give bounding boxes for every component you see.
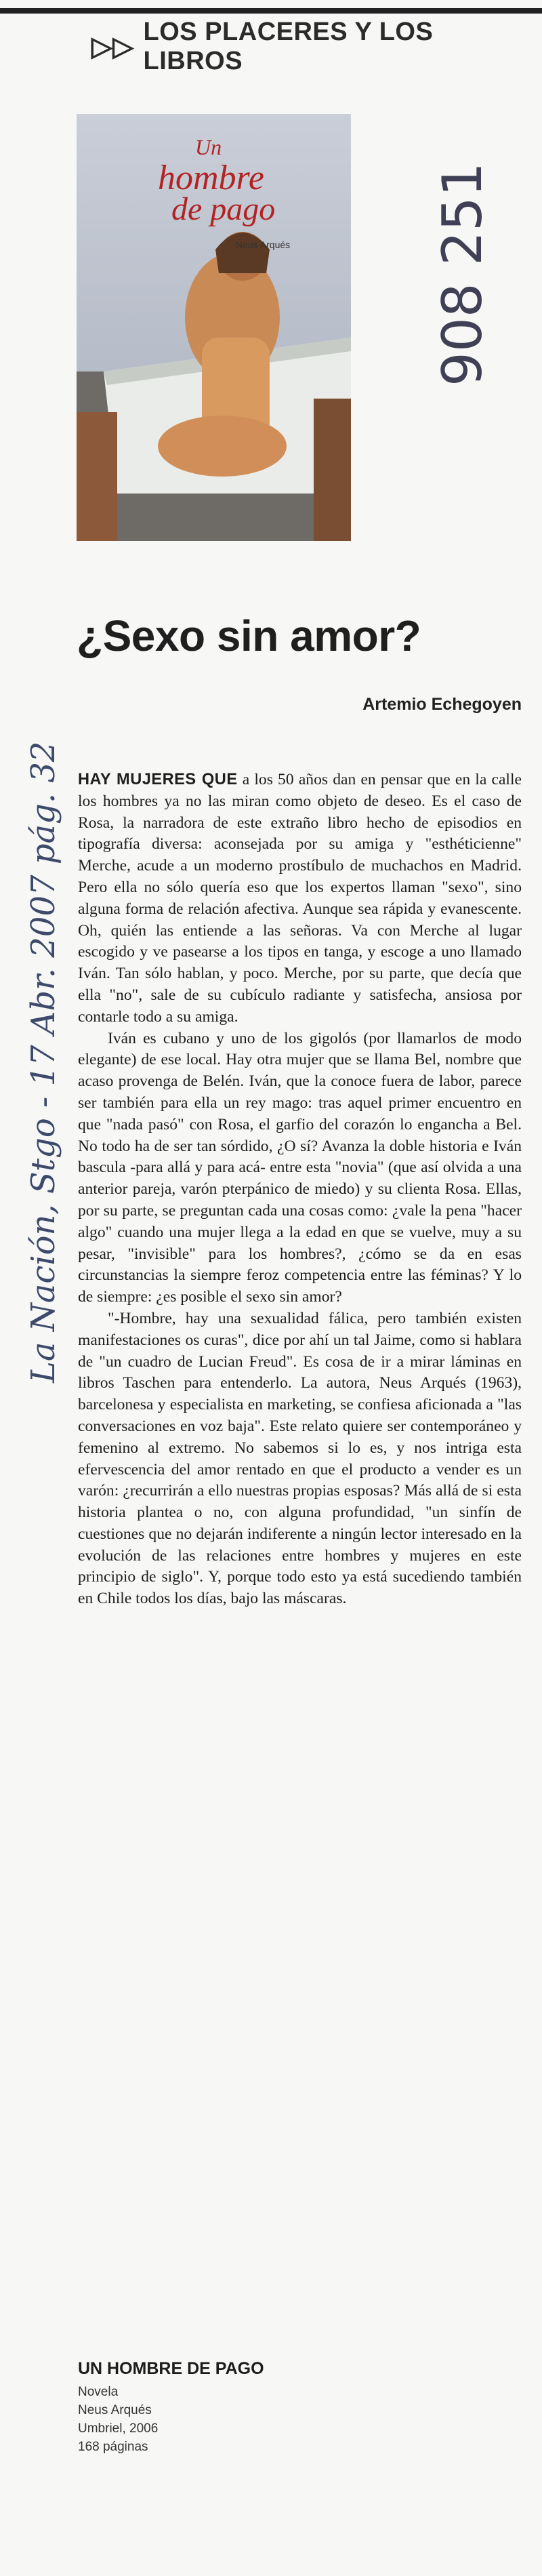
handwritten-number-text: 908 251 xyxy=(431,162,494,386)
cover-title-line3: de pago xyxy=(171,191,276,227)
cover-author: Neus Arqués xyxy=(236,239,291,250)
lead-in: HAY MUJERES QUE xyxy=(78,771,238,788)
book-cover-image xyxy=(77,114,351,541)
book-info-publisher: Umbriel, 2006 xyxy=(78,2421,159,2436)
handwritten-source-text: La Nación, Stgo - 17 Abr. 2007 pág. 32 xyxy=(24,741,62,1383)
cover-title-line1: Un xyxy=(195,135,222,159)
article-headline: ¿Sexo sin amor? xyxy=(77,611,421,660)
section-label: LOS PLACERES Y LOS LIBROS xyxy=(143,18,434,75)
article-body xyxy=(78,769,522,1610)
book-info-author: Neus Arqués xyxy=(78,2403,152,2417)
book-info-genre: Novela xyxy=(78,2385,119,2399)
book-info-title: UN HOMBRE DE PAGO xyxy=(78,2359,264,2378)
paragraph-3: "-Hombre, hay una sexualidad fálica, pero también existen manifestaciones os curas", dice por ahí un tal Jaime, como si hablara de "un cuadro de Lucian Freud". Es cosa de ir a mirar láminas en libros Taschen para entenderlo. La autora, Neus Arqués (1963), barcelonesa y especialista en marketing, se confiesa aficionada a "las conversaciones en voz baja". Este relato quiere ser contemporáneo y femenino al extremo. No sabemos si lo es, y nos intriga esta efervescencia del amor rentado en que el producto a vender es un varón: ¿recurrirán a ello nuestras propias esposas? Más allá de si esta historia plantea o no, con alguna profundidad, "un sinfín de cuestiones que no dejarán indiferente a ningún lector interesado en la evolución de las relaciones entre hombres y mujeres en este principio de siglo". Y, porque todo esto ya está sucediendo también en Chile todos los días, bajo las máscaras. xyxy=(78,1309,522,1608)
arrow-marker-icon: ▷▷ xyxy=(91,32,134,62)
section-header xyxy=(91,18,444,75)
cover-title-line2: hombre xyxy=(158,159,264,197)
paragraph-2: Iván es cubano y uno de los gigolós (por llamarlos de modo elegante) de ese local. Hay otra mujer que se llama Bel, nombre que acaso provenga de Belén. Iván, que la conoce fuera de labor, parece ser también para ella un rey mago: tras aquel primer encuentro en que "nada pasó" con Rosa, el garfio del corazón lo engancha a Bel. No todo ha de ser tan sórdido, ¿O sí? Avanza la doble historia e Iván bascula -para allá y para acá- entre esta "novia" (que así olvida a una anterior pareja, varón pterpánico de miedo) y su clienta Rosa. Ellas, por su parte, se preguntan cada una cosas como: ¿vale la pena "hacer algo" cuando una mujer llega a la edad en que se vuelve, muy a su pesar, "invisible" para los hombres?, ¿cómo se da en esas circunstancias la siempre feroz competencia entre las féminas? Y lo de siempre: ¿es posible el sexo sin amor? xyxy=(78,1029,522,1306)
paragraph-1 xyxy=(78,769,522,1028)
article-byline: Artemio Echegoyen xyxy=(362,695,522,714)
book-info-details xyxy=(78,2383,158,2456)
handwritten-source-note xyxy=(7,590,68,1390)
paragraph-1-text: a los 50 años dan en pensar que en la calle los hombres ya no las miran como objeto de deseo. Es el caso de Rosa, la narradora de este extraño libro hecho de episodios en tipografía diversa: aconsejada por su amiga y "esthéticienne" Merche, acude a un moderno prostíbulo de muchachos en Madrid. Pero ella no sólo quería eso que los expertos llaman "sexo", sino alguna forma de relación afectiva. Aunque sea rápida y evanescente. Oh, quién las entiende a las señoras. Va con Merche al lugar escogido y ve pasearse a los tipos en tanga, y escoge a uno llamado Iván. Tan sólo hablan, y poco. Merche, por su parte, que decía que ella "no", sale de su cubículo radiante y satisfecha, ansiosa por contarle todo a su amiga. xyxy=(78,771,522,1026)
book-info-pages: 168 páginas xyxy=(78,2440,148,2454)
top-rule xyxy=(0,8,542,14)
handwritten-catalog-number xyxy=(406,122,528,393)
